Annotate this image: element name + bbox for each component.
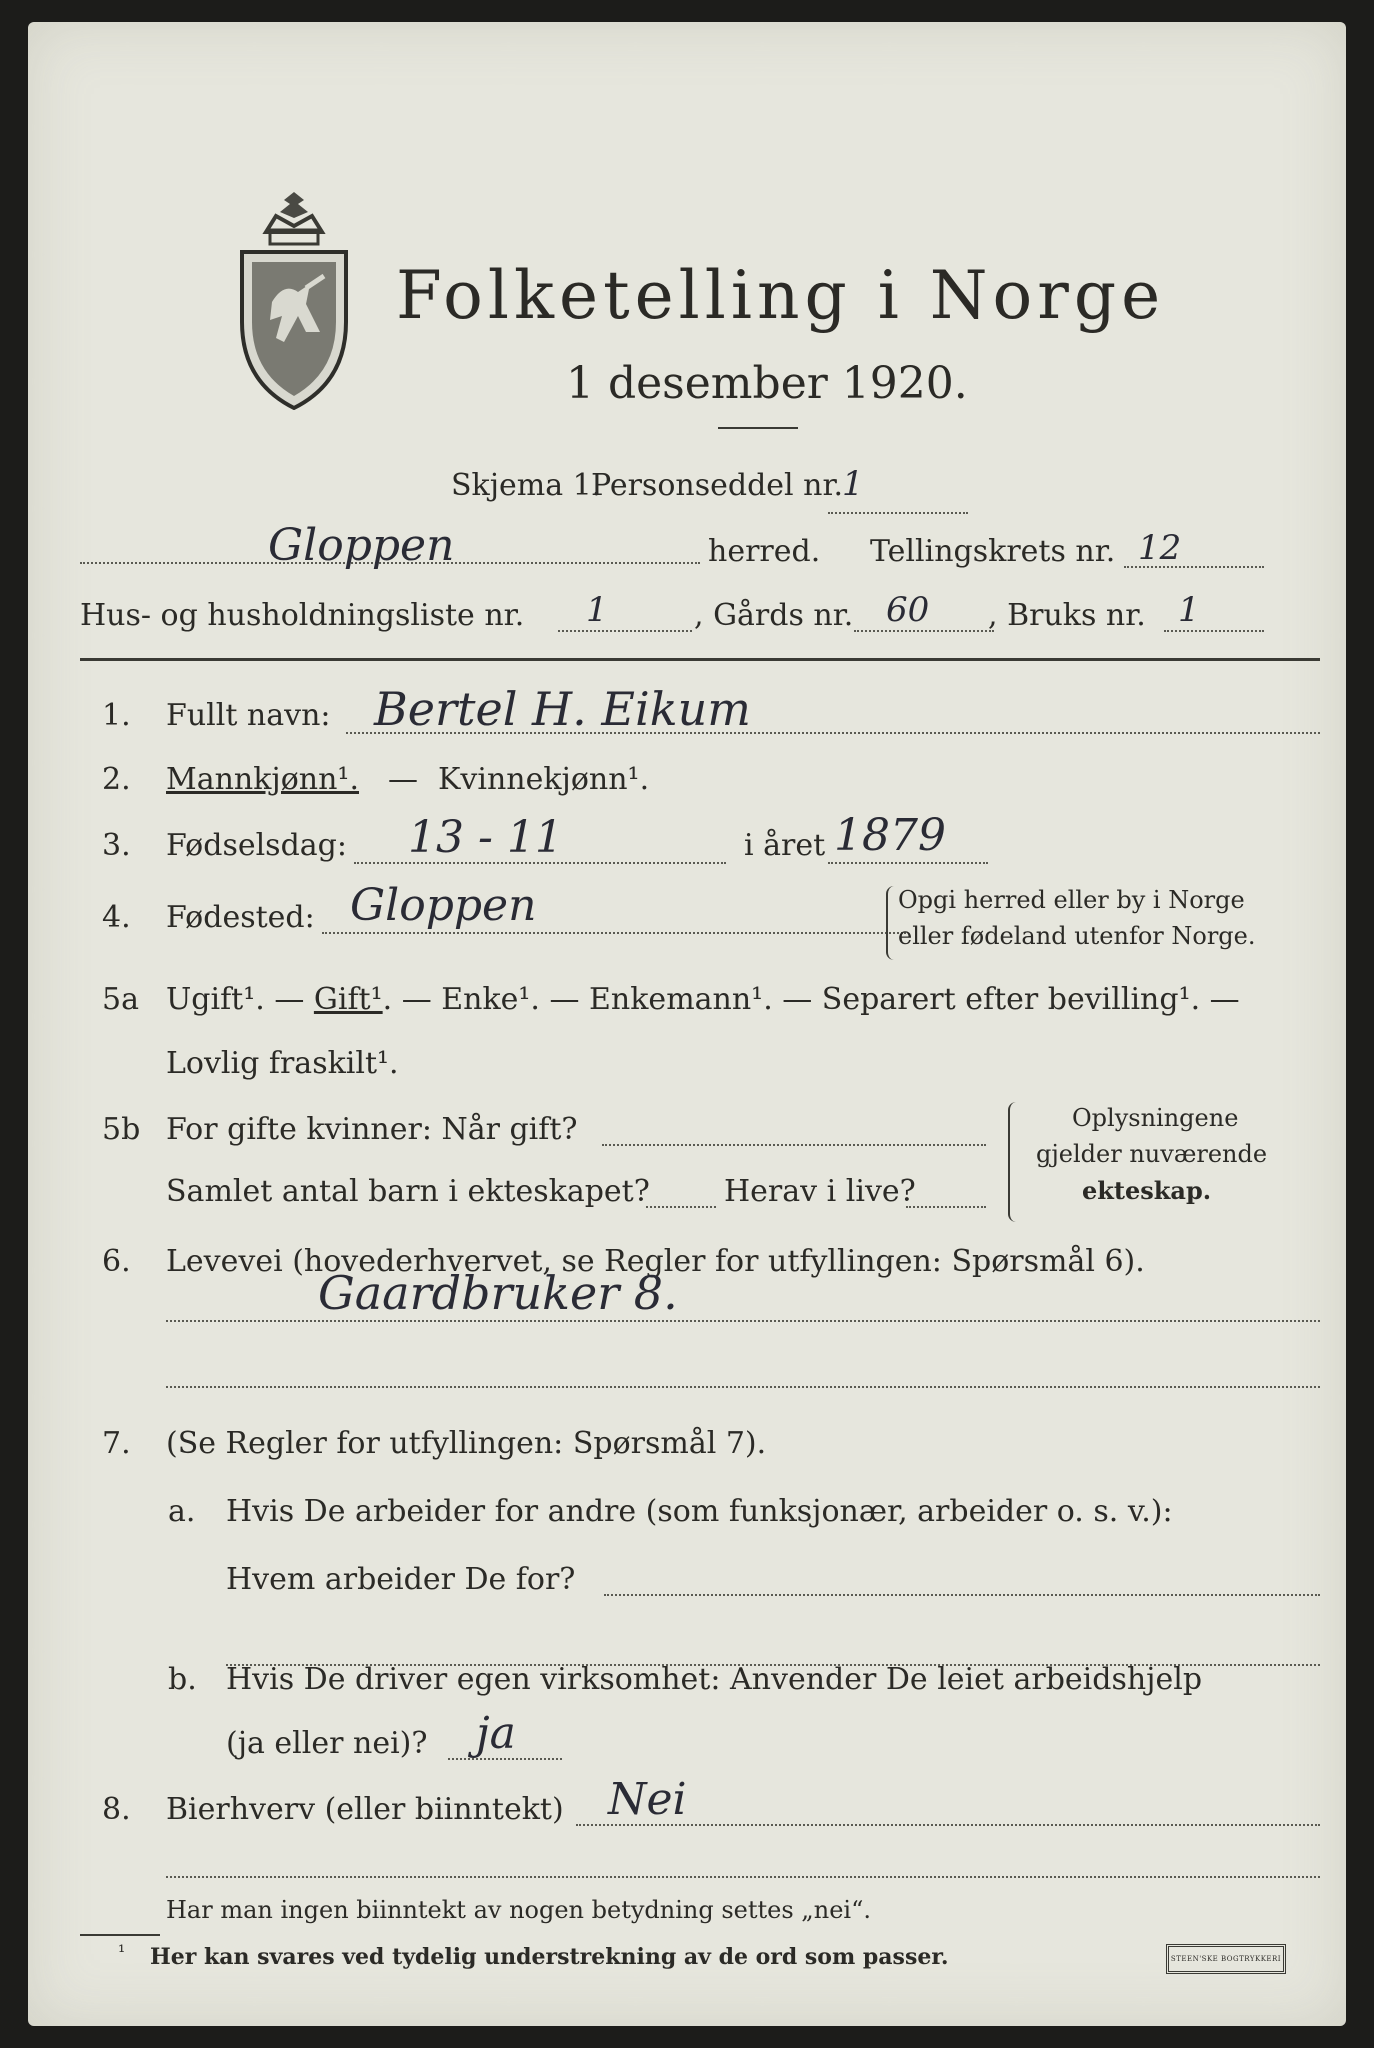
q6-line-2 — [166, 1386, 1320, 1388]
q5b-when-line — [602, 1144, 986, 1146]
q7a-text-1: Hvis De arbeider for andre (som funksjonær, arbeider o. s. v.): — [226, 1494, 1173, 1529]
hus-label: Hus- og husholdningsliste nr. — [80, 598, 525, 633]
person-no-line — [828, 512, 968, 514]
q5b-note-line-2: gjelder nuværende — [1036, 1140, 1268, 1168]
q5b-note-line-3: ekteskap. — [1082, 1176, 1212, 1205]
q5b-alive-line — [906, 1206, 986, 1208]
footnote-mark: ¹ — [118, 1942, 126, 1963]
title-divider — [718, 427, 798, 429]
q4-label: Fødested: — [166, 900, 315, 935]
bruks-value[interactable]: 1 — [1178, 590, 1200, 630]
q2-female: Kvinnekjønn¹. — [438, 762, 650, 797]
q5b-children: Samlet antal barn i ekteskapet? — [166, 1174, 650, 1209]
q5b-children-line — [646, 1206, 716, 1208]
hus-line — [558, 630, 692, 632]
q4-note-line-1: Opgi herred eller by i Norge — [898, 886, 1245, 914]
schema-label: Skjema 1. — [451, 468, 602, 503]
bruks-line — [1164, 630, 1264, 632]
krets-value[interactable]: 12 — [1138, 528, 1182, 568]
q3-year-line — [828, 862, 988, 864]
q7-label: (Se Regler for utfyllingen: Spørsmål 7). — [166, 1426, 767, 1461]
q4-number: 4. — [102, 900, 131, 935]
krets-label: Tellingskrets nr. — [870, 534, 1116, 569]
q4-note-brace — [886, 886, 896, 960]
q4-line — [322, 932, 906, 934]
footnote-divider — [80, 1934, 160, 1936]
q8-line-1 — [576, 1824, 1320, 1826]
printer-stamp-text: STEEN'SKE BOGTRYKKERI — [1170, 1955, 1282, 1963]
q1-number: 1. — [102, 698, 131, 733]
q7-number: 7. — [102, 1426, 131, 1461]
q2-number: 2. — [102, 762, 131, 797]
q5a-text-ugift: Ugift¹. — — [166, 982, 314, 1017]
census-date: 1 desember 1920. — [566, 358, 968, 409]
q7b-value[interactable]: ja — [476, 1708, 516, 1759]
q1-value[interactable]: Bertel H. Eikum — [374, 682, 751, 736]
q5b-alive: Herav i live? — [724, 1174, 916, 1209]
q6-value[interactable]: Gaardbruker 8. — [318, 1266, 678, 1320]
norway-coat-of-arms-icon — [236, 192, 354, 410]
q5b-note-line-1: Oplysningene — [1072, 1104, 1239, 1132]
bottom-note: Har man ingen biinntekt av nogen betydning settes „nei“. — [166, 1896, 871, 1924]
form-title: Folketelling i Norge — [396, 257, 1166, 334]
q3-number: 3. — [102, 828, 131, 863]
q5b-when-married: For gifte kvinner: Når gift? — [166, 1112, 578, 1147]
q2-separator: — — [388, 762, 418, 797]
person-no-value[interactable]: 1 — [842, 464, 864, 504]
q8-number: 8. — [102, 1792, 131, 1827]
gards-line — [854, 630, 994, 632]
q6-number: 6. — [102, 1244, 131, 1279]
q2-male: Mannkjønn¹. — [166, 762, 359, 797]
bruks-label: , Bruks nr. — [988, 598, 1146, 633]
q5b-note-brace — [1008, 1102, 1018, 1222]
gards-value[interactable]: 60 — [886, 590, 930, 630]
header-divider — [80, 658, 1320, 661]
q3-value[interactable]: 13 - 11 — [408, 812, 563, 863]
q8-line-2 — [166, 1876, 1320, 1878]
q5a-text-rest: . — Enke¹. — Enkemann¹. — Separert efter bevilling¹. — — [382, 982, 1240, 1017]
q6-line-1 — [166, 1320, 1320, 1322]
q5a-number: 5a — [102, 982, 139, 1017]
q1-label: Fullt navn: — [166, 698, 331, 733]
herred-value[interactable]: Gloppen — [268, 520, 455, 571]
q6-label: Levevei (hovederhvervet, se Regler for utfyllingen: Spørsmål 6). — [166, 1244, 1145, 1279]
person-label: Personseddel nr. — [591, 468, 844, 503]
q4-note-line-2: eller fødeland utenfor Norge. — [898, 922, 1256, 950]
q3-year-value[interactable]: 1879 — [834, 810, 946, 861]
q5a-gift-underlined: Gift¹ — [313, 982, 383, 1017]
gards-label: , Gårds nr. — [694, 598, 854, 633]
footnote-text: Her kan svares ved tydelig understrekning av de ord som passer. — [150, 1944, 949, 1970]
q4-value[interactable]: Gloppen — [350, 880, 537, 931]
q7b-text-1: Hvis De driver egen virksomhet: Anvender De leiet arbeidshjelp — [226, 1662, 1203, 1697]
q8-value[interactable]: Nei — [608, 1774, 687, 1825]
herred-label: herred. — [708, 534, 821, 569]
q7a-line-1 — [604, 1594, 1320, 1596]
hus-value[interactable]: 1 — [586, 590, 608, 630]
q5b-number: 5b — [102, 1112, 141, 1147]
q7b-letter: b. — [168, 1662, 197, 1697]
q3-year-label: i året — [744, 828, 826, 863]
q5a-fraskilt: Lovlig fraskilt¹. — [166, 1046, 399, 1081]
q7a-text-2: Hvem arbeider De for? — [226, 1562, 576, 1597]
census-form-page — [28, 22, 1346, 2026]
q8-label: Bierhverv (eller biinntekt) — [166, 1792, 564, 1827]
q7a-letter: a. — [168, 1494, 196, 1529]
q5a-options — [166, 982, 1240, 1017]
q3-label: Fødselsdag: — [166, 828, 347, 863]
q7b-text-2: (ja eller nei)? — [226, 1726, 428, 1761]
printer-stamp — [1166, 1944, 1286, 1974]
